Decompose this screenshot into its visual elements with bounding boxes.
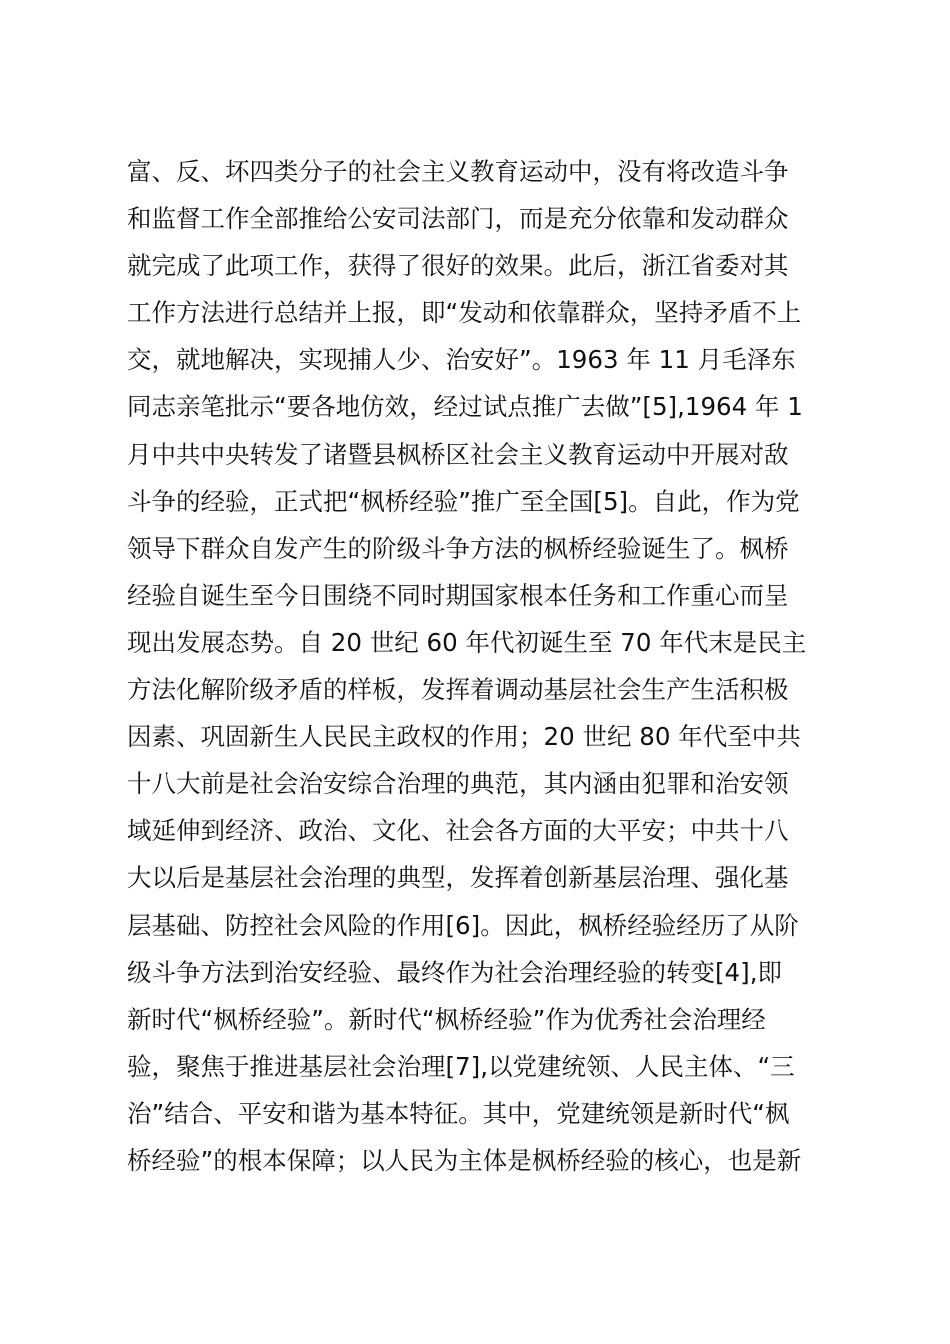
text-line: 域延伸到经济、政治、文化、社会各方面的大平安；中共十八 [127,816,789,846]
text-line: 就完成了此项工作，获得了很好的效果。此后，浙江省委对其 [127,251,789,281]
body-paragraph [127,148,847,1184]
text-line: 验，聚焦于推进基层社会治理[7],以党建统领、人民主体、“三 [127,1051,795,1081]
text-line: 层基础、防控社会风险的作用[6]。因此，枫桥经验经历了从阶 [127,910,799,940]
text-line: 同志亲笔批示“要各地仿效，经过试点推广去做”[5],1964 年 1 [127,392,803,422]
text-line: 月中共中央转发了诸暨县枫桥区社会主义教育运动中开展对敌 [127,439,789,469]
text-line: 因素、巩固新生人民民主政权的作用；20 世纪 80 年代至中共 [127,722,801,752]
text-line: 桥经验”的根本保障；以人民为主体是枫桥经验的核心，也是新 [127,1145,802,1175]
text-line: 领导下群众自发产生的阶级斗争方法的枫桥经验诞生了。枫桥 [127,533,789,563]
text-line: 斗争的经验，正式把“枫桥经验”推广至全国[5]。自此，作为党 [127,486,800,516]
text-line: 经验自诞生至今日围绕不同时期国家根本任务和工作重心而呈 [127,580,789,610]
text-line: 和监督工作全部推给公安司法部门，而是充分依靠和发动群众 [127,204,789,234]
text-line: 新时代“枫桥经验”。新时代“枫桥经验”作为优秀社会治理经 [127,1004,766,1034]
text-line: 交，就地解决，实现捕人少、治安好”。1963 年 11 月毛泽东 [127,345,796,375]
text-line: 现出发展态势。自 20 世纪 60 年代初诞生至 70 年代末是民主 [127,627,807,657]
text-line: 工作方法进行总结并上报，即“发动和依靠群众，坚持矛盾不上 [127,298,802,328]
text-line: 治”结合、平安和谐为基本特征。其中，党建统领是新时代“枫 [127,1098,790,1128]
text-line: 十八大前是社会治安综合治理的典范，其内涵由犯罪和治安领 [127,769,789,799]
text-line: 富、反、坏四类分子的社会主义教育运动中，没有将改造斗争 [127,157,789,186]
text-line: 级斗争方法到治安经验、最终作为社会治理经验的转变[4],即 [127,957,782,987]
text-line: 大以后是基层社会治理的典型，发挥着创新基层治理、强化基 [127,863,789,893]
text-line: 方法化解阶级矛盾的样板，发挥着调动基层社会生产生活积极 [127,675,789,705]
